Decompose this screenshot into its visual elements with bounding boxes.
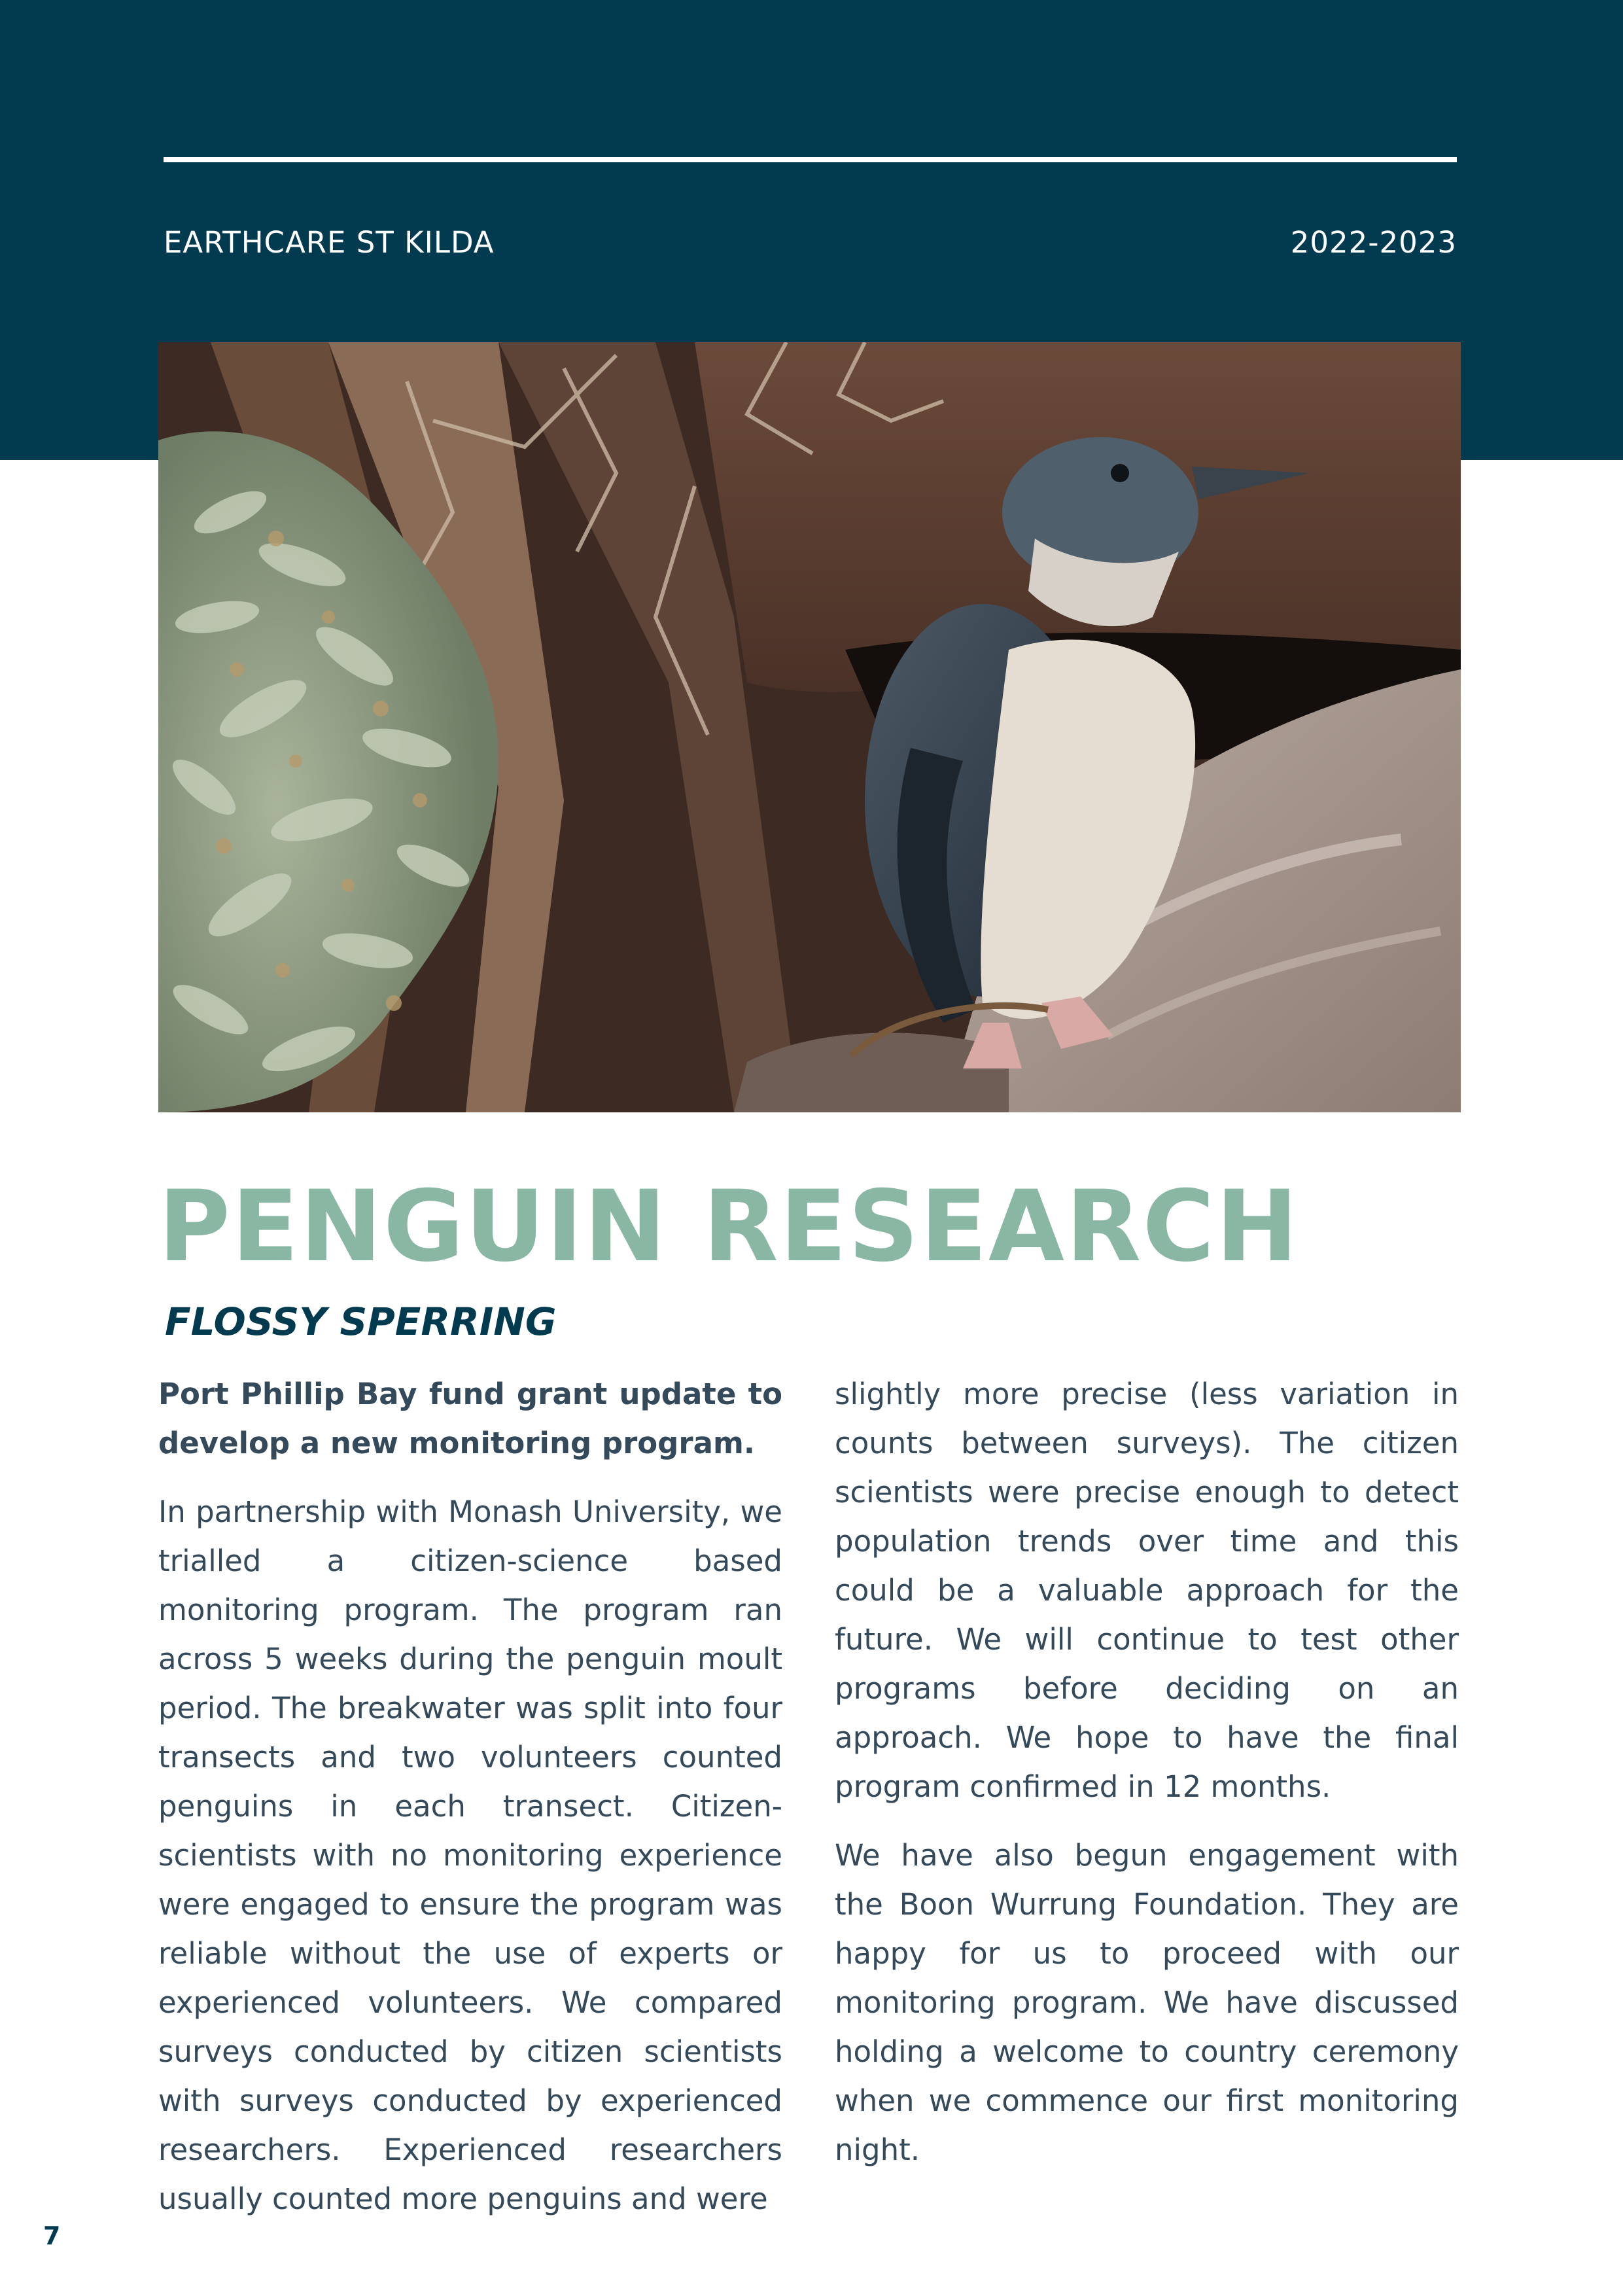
header-organisation: EARTHCARE ST KILDA [164,225,495,260]
body-paragraph-2: We have also begun engagement with the Boon Wurrung Foundation. They are happy for us to proceed with our monitoring program. We have discussed holding a welcome to country ceremony when we commence our first monitoring night. [835,1838,1459,2167]
article-title: PENGUIN RESEARCH [158,1170,1300,1284]
lead-paragraph: Port Phillip Bay fund grant update to develop a new monitoring program. [158,1377,782,1460]
article-author: FLOSSY SPERRING [165,1299,557,1344]
penguin-photo-illustration [158,342,1461,1112]
text-column-right [835,1369,1459,2194]
header-rule [164,157,1457,162]
penguin-photo [158,342,1461,1112]
page-number: 7 [43,2221,61,2250]
body-paragraph-1: In partnership with Monash University, we trialled a citizen-science based monitoring program. The program ran across 5 weeks during the penguin moult period. The breakwater was split into four transects and two volunteers counted penguins in each transect. Citizen-scientists with no monitoring experience were engaged to ensure the program was reliable without the use of experts or experienced volunteers. We compared surveys conducted by citizen scientists with surveys conducted by experienced researchers. Experienced researchers usually counted more penguins and were [158,1494,782,2216]
text-column-left [158,1369,782,2243]
header-year: 2022-2023 [1290,225,1457,260]
body-paragraph-1-continued: slightly more precise (less variation in counts between surveys). The citizen scientists were precise enough to detect population trends over time and this could be a valuable approach for the future. We will continue to test other programs before deciding on an approach. We hope to have the final program confirmed in 12 months. [835,1377,1459,1804]
